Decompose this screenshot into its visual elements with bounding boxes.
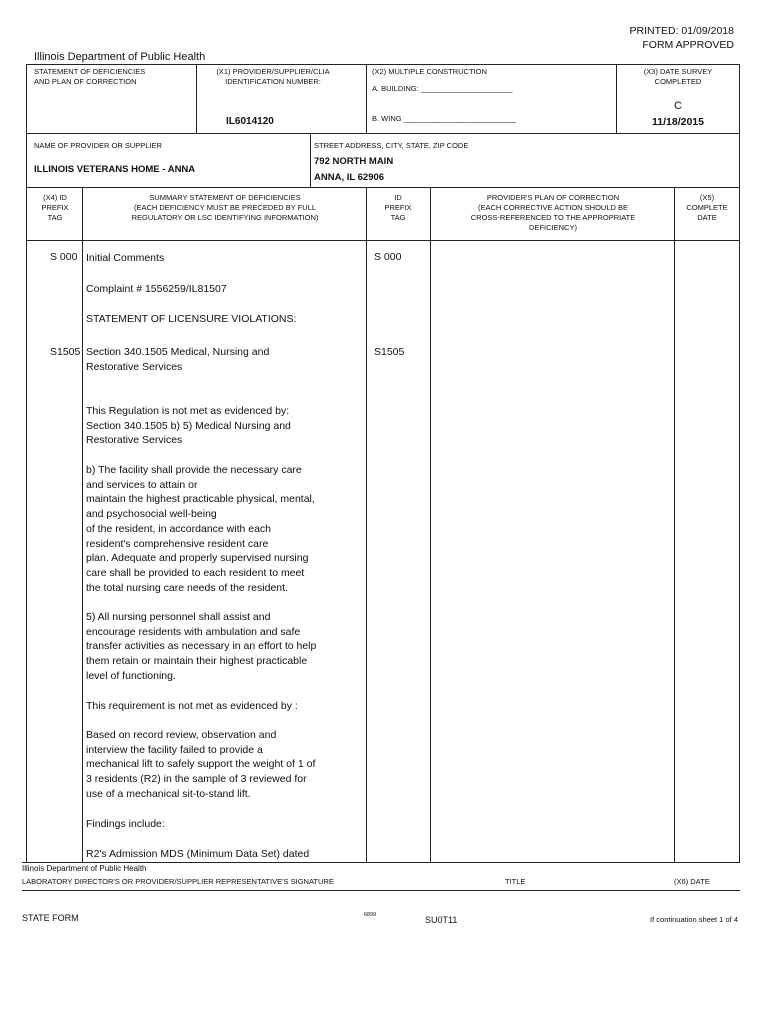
- findings-include: Findings include:: [86, 818, 165, 830]
- col-id-header: ID PREFIX TAG: [384, 193, 412, 222]
- record-review-paragraph: Based on record review, observation and interview the facility failed to provide a mechanical lift to safely support the weight of 1 of 3 residents (R2) in the sample of 3 reviewed for use of a mechanical sit-to-stand lift.: [86, 729, 316, 800]
- title-label: TITLE: [505, 877, 526, 886]
- form-approved: FORM APPROVED: [642, 39, 734, 51]
- initial-comments: Initial Comments: [86, 252, 165, 264]
- x6-date-label: (X6) DATE: [674, 877, 710, 886]
- footer-agency: Illinois Department of Public Health: [22, 864, 147, 873]
- x3-code: C: [674, 100, 682, 112]
- col-x5-header: (X5) COMPLETE DATE: [686, 193, 728, 222]
- event-id: SU0T11: [425, 915, 458, 925]
- tag-s000: S 000: [50, 251, 78, 263]
- signature-label: LABORATORY DIRECTOR'S OR PROVIDER/SUPPLIER REPRESENTATIVE'S SIGNATURE: [22, 877, 334, 886]
- tag-s000-right: S 000: [374, 251, 402, 263]
- statement-label: STATEMENT OF DEFICIENCIES AND PLAN OF CORRECTION: [34, 67, 146, 86]
- provider-name-label: NAME OF PROVIDER OR SUPPLIER: [34, 141, 162, 150]
- continuation-sheet: If continuation sheet 1 of 4: [650, 915, 738, 924]
- state-form-label: STATE FORM: [22, 913, 79, 923]
- complaint-number: Complaint # 1556259/IL81507: [86, 283, 227, 295]
- address-label: STREET ADDRESS, CITY, STATE, ZIP CODE: [314, 141, 469, 150]
- r2-mds-line: R2's Admission MDS (Minimum Data Set) dated: [86, 848, 310, 860]
- col-plan-header: PROVIDER'S PLAN OF CORRECTION (EACH CORRECTIVE ACTION SHOULD BE CROSS-REFERENCED TO THE APPROPRIATE DEFICIENCY): [470, 193, 636, 232]
- provider-name: ILLINOIS VETERANS HOME - ANNA: [34, 164, 196, 175]
- x1-value: IL6014120: [226, 116, 274, 127]
- form-number: 6899: [364, 912, 377, 918]
- x1-label: (X1) PROVIDER/SUPPLIER/CLIA IDENTIFICATION NUMBER:: [216, 67, 330, 86]
- agency-title: Illinois Department of Public Health: [34, 51, 206, 63]
- paragraph-5: 5) All nursing personnel shall assist and encourage residents with ambulation and safe transfer activities as necessary in an effort to help them retain or maintain their highest practicable level of functioning.: [86, 611, 317, 682]
- section-title: Section 340.1505 Medical, Nursing and Restorative Services: [86, 346, 270, 373]
- x3-date: 11/18/2015: [652, 116, 704, 128]
- city-state-zip: ANNA, IL 62906: [314, 172, 385, 183]
- building-label: A. BUILDING: ______________________: [372, 84, 513, 93]
- printed-date: PRINTED: 01/09/2018: [629, 25, 734, 37]
- paragraph-b: b) The facility shall provide the necessary care and services to attain or maintain the highest practicable physical, mental, and psychosocial well-being of the resident, in accordance with each resident's comprehensive resident care plan. Adequate and properly supervised nursing care shall be provided to each resident to meet the total nursing care needs of the resident.: [86, 464, 315, 594]
- x3-label: (X3) DATE SURVEY COMPLETED: [643, 67, 713, 86]
- col-summary-header: SUMMARY STATEMENT OF DEFICIENCIES (EACH DEFICIENCY MUST BE PRECEDED BY FULL REGULATORY OR LSC IDENTIFYING INFORMATION): [131, 193, 319, 222]
- requirement-not-met: This requirement is not met as evidenced by :: [86, 700, 298, 712]
- licensure-violations-heading: STATEMENT OF LICENSURE VIOLATIONS:: [86, 313, 297, 325]
- col-x4-header: (X4) ID PREFIX TAG: [41, 193, 69, 222]
- tag-s1505-right: S1505: [374, 346, 405, 358]
- wing-label: B. WING ___________________________: [372, 114, 517, 123]
- x2-label: (X2) MULTIPLE CONSTRUCTION: [372, 67, 487, 76]
- street-address: 792 NORTH MAIN: [314, 156, 394, 167]
- regulation-paragraph: This Regulation is not met as evidenced by: Section 340.1505 b) 5) Medical Nursing and Restorative Services: [86, 405, 291, 447]
- tag-s1505: S1505: [50, 346, 81, 358]
